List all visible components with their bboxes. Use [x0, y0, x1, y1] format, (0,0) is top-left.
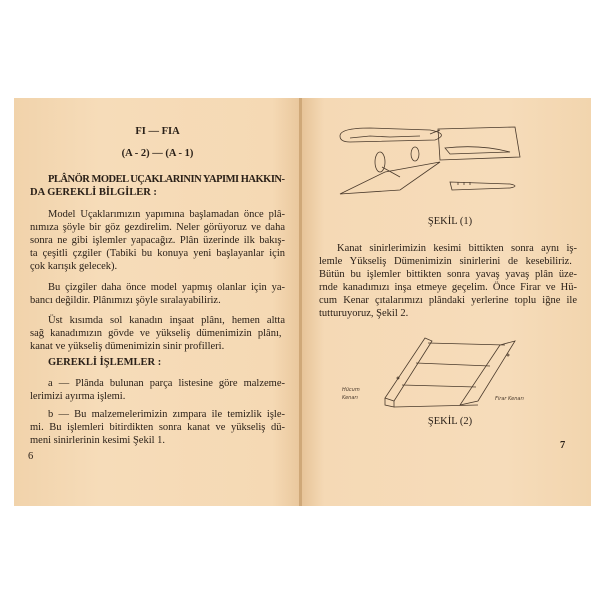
- heading-line: PLÂNÖR MODEL UÇAKLARININ YAPIMI HAKKIN-: [48, 174, 285, 185]
- paragraph-line: Üst kısımda sol kanadın inşaat plânı, hemen altta: [48, 315, 285, 326]
- list-item-line: b — Bu malzemelerimizin zımpara ile temizlik işle-: [48, 409, 285, 420]
- heading-line: DA GEREKLİ BİLGİLER :: [30, 187, 157, 198]
- book-gutter: [299, 98, 302, 506]
- figure-2-caption: ŞEKİL (2): [427, 416, 473, 427]
- figure-1-caption: ŞEKİL (1): [427, 216, 473, 227]
- paragraph-line: Kanat sinirlerimizin kesimi bittikten sonra aynı iş-: [337, 243, 577, 254]
- list-item-line: lerimizi ayırma işlemi.: [30, 391, 126, 402]
- list-item-line: mi. Bu işlemleri bitirdikten sonra kanat ve yükseliş dü-: [30, 422, 285, 433]
- paragraph-line: tutturuyoruz, Şekil 2.: [319, 308, 409, 319]
- paragraph-line: ta çeşitli çzgiler (Tabiki bu konuya yeni başlayanlar için: [30, 248, 285, 259]
- paragraph-line: Bu çizgiler daha önce model yapmış olanlar için ya-: [48, 282, 285, 293]
- figure-1-rib-sketch: [330, 122, 580, 207]
- section-title: FI — FIA: [135, 126, 180, 137]
- trailing-edge-label: Firar Kenarı: [495, 396, 524, 402]
- paragraph-line: çok karışık gelecek).: [30, 261, 118, 272]
- paragraph-line: cum Kenar çıtalarımızı plândaki yerlerine toplu iğne ile: [319, 295, 577, 306]
- paragraph-line: Model Uçaklarımızın yapımına başlamadan önce plâ-: [48, 209, 285, 220]
- section-heading: GEREKLİ İŞLEMLER :: [48, 357, 162, 368]
- leading-edge-label: Kenarı: [342, 395, 358, 401]
- list-item-line: a — Plânda bulunan parça listesine göre malzeme-: [48, 378, 285, 389]
- page-number: 6: [28, 451, 34, 462]
- paragraph-line: sağ kanadımızın gövde ve yükseliş dümenimizin plânı,: [30, 328, 282, 339]
- section-subtitle: (A - 2) — (A - 1): [121, 148, 194, 159]
- paragraph-line: bancı değildir. Plânımızı şöyle sıralayabiliriz.: [30, 295, 221, 306]
- page-number: 7: [560, 440, 566, 451]
- list-item-line: meni sinirlerinin kesimi Şekil 1.: [30, 435, 166, 446]
- paragraph-line: rnde kanadımızı inşa etmeye geçelim. Önce Firar ve Hü-: [319, 282, 577, 293]
- paragraph-line: lemle Yükseliş Dümenimizin sinirlerini de kesebiliriz.: [319, 256, 572, 267]
- paragraph-line: nımıza şöyle bir göz gezdirelim. Neler görüyoruz ve daha: [30, 222, 285, 233]
- paragraph-line: kanat ve yükseliş dümenimizin sinir profilleri.: [30, 341, 225, 352]
- paragraph-line: Bütün bu işlemler bittikten sonra yavaş yavaş plân üze-: [319, 269, 577, 280]
- leading-edge-label: Hücum: [342, 387, 360, 393]
- paragraph-line: sonra ne gibi işlemler yapacağız. Plân üzerinde ilk bakış-: [30, 235, 285, 246]
